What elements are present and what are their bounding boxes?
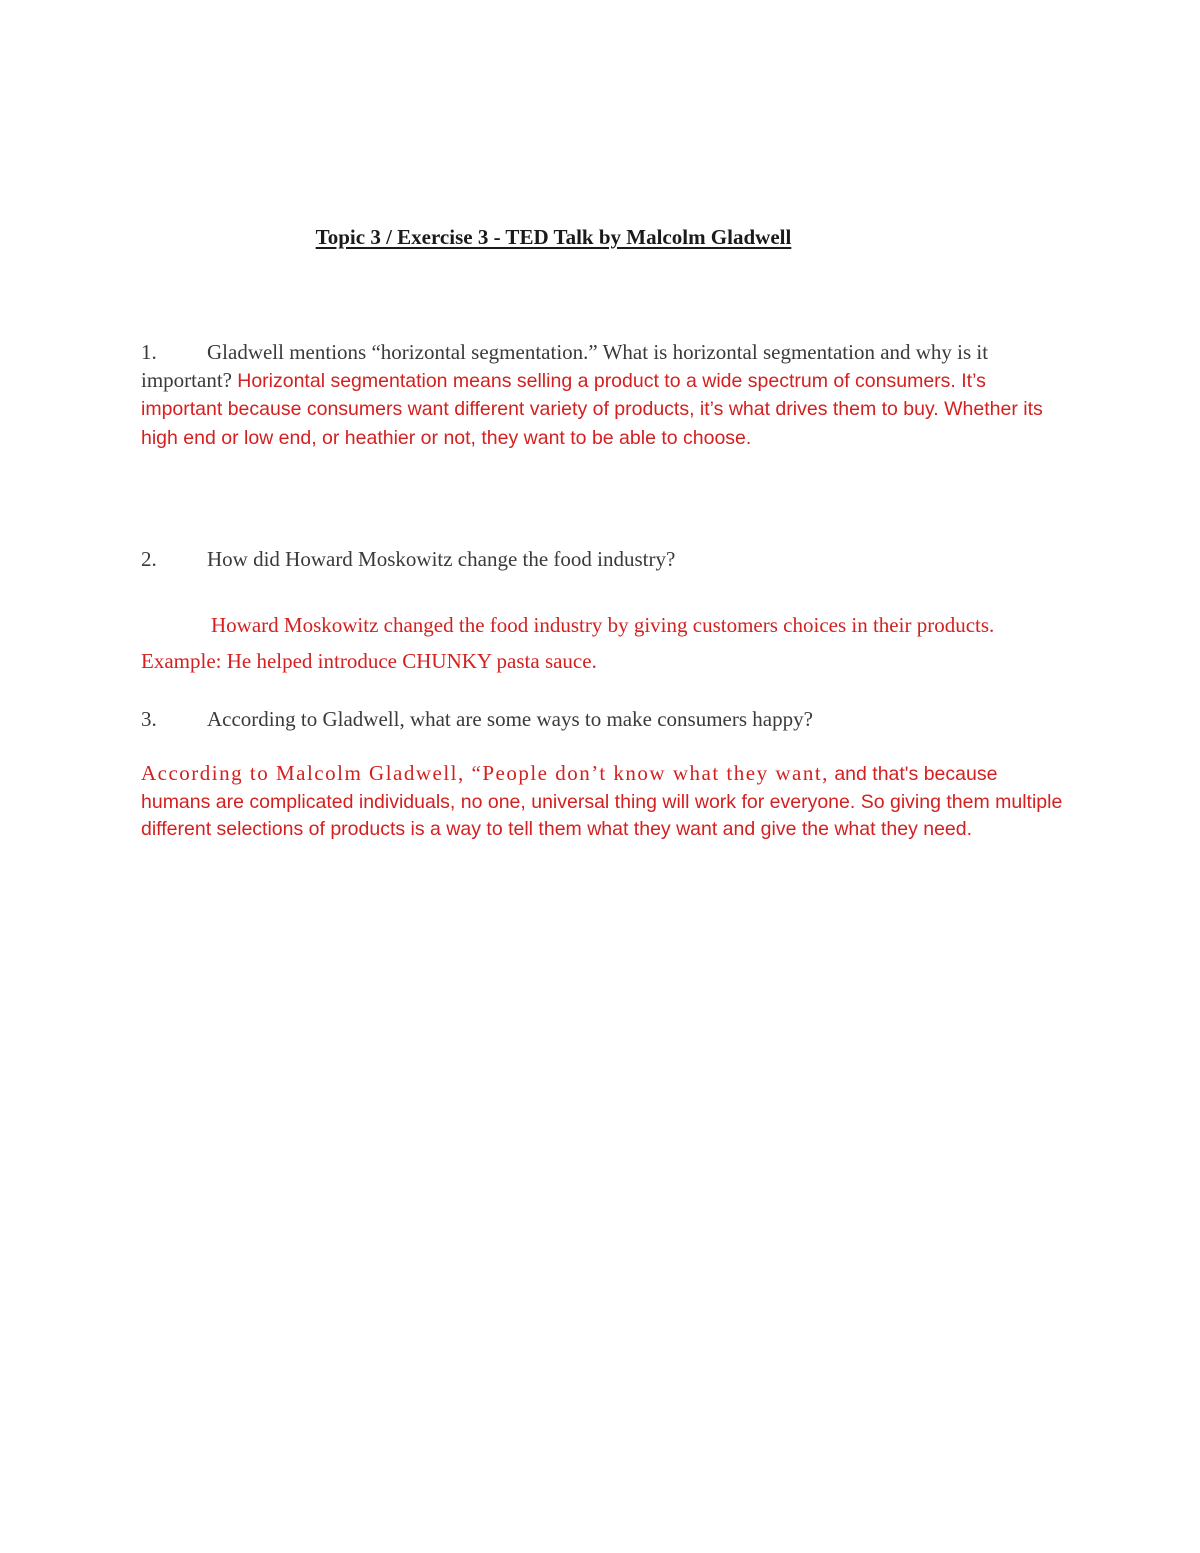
question-2-number: 2. [141,547,157,571]
question-2-text: How did Howard Moskowitz change the food industry? [207,547,676,571]
question-2 [141,546,1071,574]
question-3-text: According to Gladwell, what are some ways to make consumers happy? [207,707,813,731]
answer-1-text: Horizontal segmentation means selling a product to a wide spectrum of consumers. It’s important because consumers want different variety of products, it’s what drives them to buy. Whether its high end or low end, or heathier or not, they want to be able to choose. [141,369,1043,449]
question-1-number: 1. [141,340,157,364]
answer-3 [141,760,1071,844]
answer-3-quote: According to Malcolm Gladwell, “People don’t know what they want, [141,761,829,785]
page-title: Topic 3 / Exercise 3 - TED Talk by Malcolm Gladwell [315,225,792,249]
answer-2-text: Howard Moskowitz changed the food industry by giving customers choices in their products. Example: He helped introduce CHUNKY pasta sauce. [141,613,995,673]
question-1-text: Gladwell mentions “horizontal segmentation.” What is horizontal segmentation and why is it important? [141,340,989,392]
answer-3-text: and that's because humans are complicated individuals, no one, universal thing will work for everyone. So giving them multiple different selections of products is a way to tell them what they want and give the what they need. [141,763,1063,840]
question-3-number: 3. [141,707,157,731]
question-1 [141,339,1071,452]
question-3 [141,706,1071,734]
